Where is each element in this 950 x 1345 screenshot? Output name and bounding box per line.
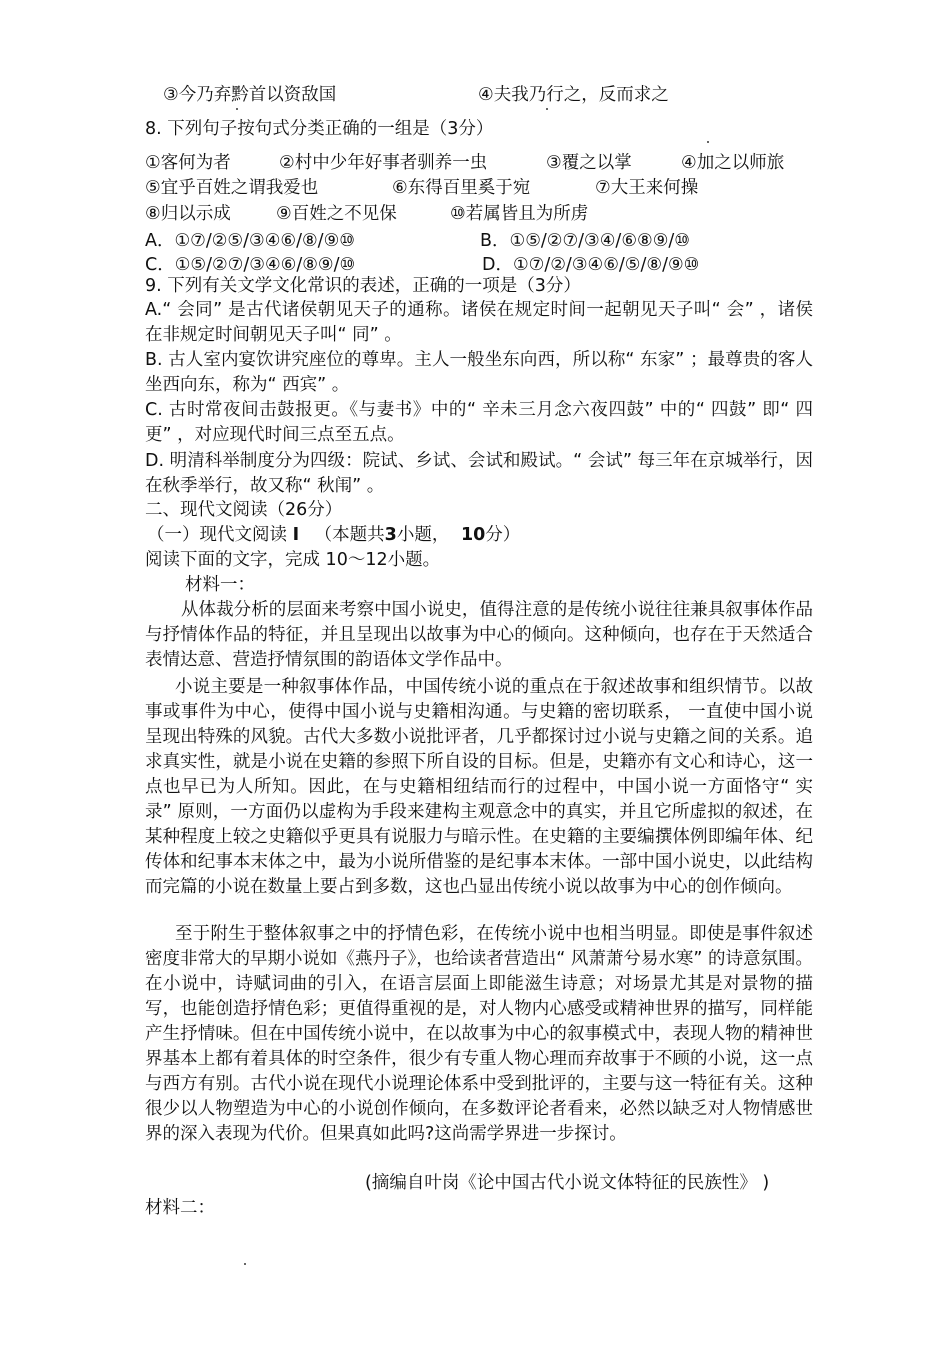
q9-option-c: C. 古时常夜间击鼓报更。《与妻书》中的“ 辛未三月念六夜四鼓” 中的“ 四鼓” 即“ 四更” ，对应现代时间三点至五点。 xyxy=(145,400,813,445)
q8-item: ⑧归以示成 xyxy=(145,204,231,224)
material2-label: 材料二： xyxy=(145,1198,215,1218)
q8-item: ④加之以师旅 xyxy=(681,153,785,173)
q9-stem: 9. 下列有关文学文化常识的表述，正确的一项是（3分） xyxy=(145,276,581,296)
q8-option-c: C．①⑤/②⑦/③④⑥/⑧⑨/⑩ xyxy=(145,255,356,275)
subsection-points: 10 xyxy=(460,525,486,545)
q9-option-d: D. 明清科举制度分为四级：院试、乡试、会试和殿试。“ 会试” 每三年在京城举行，因在秋季举行，故又称“ 秋闱” 。 xyxy=(145,451,813,496)
section-title: 二、现代文阅读（26分） xyxy=(145,500,343,520)
source-citation: (摘编自叶岗《论中国古代小说文体特征的民族性》 ) xyxy=(365,1173,770,1193)
subsection-prefix: （一）现代文阅读 xyxy=(147,525,287,545)
material1-paragraph-1: 从体裁分析的层面来考察中国小说史，值得注意的是传统小说往往兼具叙事体作品与抒情体作品的特征，并且呈现出以故事为中心的倾向。这种倾向，也存在于天然适合表情达意、营造抒情氛围的韵语体文学作品中。 xyxy=(145,600,813,670)
q8-item: ⑨百姓之不见保 xyxy=(276,204,397,224)
stray-mark xyxy=(707,141,709,143)
q9-option-a: A.“ 会同” 是古代诸侯朝见天子的通称。诸侯在规定时间一起朝见天子叫“ 会” ，诸侯在非规定时间朝见天子叫“ 同” 。 xyxy=(145,300,813,345)
stray-mark xyxy=(236,108,238,110)
material1-paragraph-3: 至于附生于整体叙事之中的抒情色彩，在传统小说中也相当明显。即使是事件叙述密度非常大的早期小说如《燕丹子》，也给读者营造出“ 风萧萧兮易水寒” 的诗意氛围。在小说中，诗赋词曲的引入，在语言层面上即能滋生诗意；对场景尤其是对景物的描写，也能创造抒情色彩；更值得重视的是，对人物内心感受或精神世界的描写，同样能产生抒情味。但在中国传统小说中，在以故事为中心的叙事模式中，表现人物的精神世界基本上都有着具体的时空条件，很少有专重人物心理而弃故事于不顾的小说，这一点与西方有别。古代小说在现代小说理论体系中受到批评的，主要与这一特征有关。这种很少以人物塑造为中心的小说创作倾向，在多数评论者看来，必然以缺乏对人物情感世界的深入表现为代价。但果真如此吗?这尚需学界进一步探讨。 xyxy=(145,924,814,1144)
q8-option-d: D．①⑦/②/③④⑥/⑤/⑧/⑨⑩ xyxy=(482,255,700,275)
q7-item-3: ③今乃弃黔首以资敌国 xyxy=(163,85,337,105)
stray-mark xyxy=(546,108,548,110)
q8-item: ①客何为者 xyxy=(145,153,231,173)
instruction: 阅读下面的文字，完成 10～12小题。 xyxy=(145,550,441,570)
q8-item: ③覆之以掌 xyxy=(546,153,632,173)
subsection-text: （本题共 xyxy=(314,525,385,545)
q8-item: ⑩若属皆且为所虏 xyxy=(450,204,589,224)
subsection-numeral: Ⅰ xyxy=(292,525,300,545)
q8-item: ⑤宜乎百姓之谓我爱也 xyxy=(145,178,319,198)
subsection-text: 分） xyxy=(485,525,521,545)
q8-item: ⑦大王来何操 xyxy=(595,178,699,198)
q8-item: ⑥东得百里奚于宛 xyxy=(392,178,531,198)
material1-paragraph-2: 小说主要是一种叙事体作品，中国传统小说的重点在于叙述故事和组织情节。以故事或事件为中心，使得中国小说与史籍相沟通。与史籍的密切联系， 一直使中国小说呈现出特殊的风貌。古代大多数小说批评者，几乎都探讨过小说与史籍之间的关系。追求真实性，就是小说在史籍的参照下所自设的目标。但是，史籍亦有文心和诗心，这一点也早已为人所知。因此，在与史籍相纽结而行的过程中，中国小说一方面恪守“ 实录” 原则，一方面仍以虚构为手段来建构主观意念中的真实，并且它所虚拟的叙述，在某种程度上较之史籍似乎更具有说服力与暗示性。在史籍的主要编撰体例即编年体、纪传体和纪事本末体之中，最为小说所借鉴的是纪事本末体。一部中国小说史，以此结构而完篇的小说在数量上要占到多数，这也凸显出传统小说以故事为中心的创作倾向。 xyxy=(145,677,813,897)
q8-item: ②村中少年好事者驯养一虫 xyxy=(279,153,488,173)
q8-option-a: A．①⑦/②⑤/③④⑥/⑧/⑨⑩ xyxy=(145,231,355,251)
stray-mark xyxy=(244,1263,246,1265)
q8-option-b: B．①⑤/②⑦/③④/⑥⑧⑨/⑩ xyxy=(480,231,690,251)
subsection-title xyxy=(147,523,520,548)
subsection-count: 3 xyxy=(384,525,397,545)
material1-label: 材料一： xyxy=(185,575,255,595)
subsection-text: 小题， xyxy=(396,525,450,545)
q8-stem: 8. 下列句子按句式分类正确的一组是（3分） xyxy=(145,119,494,139)
q7-item-4: ④夫我乃行之，反而求之 xyxy=(478,85,669,105)
q9-option-b: B. 古人室内宴饮讲究座位的尊卑。主人一般坐东向西，所以称“ 东家” ；最尊贵的客人坐西向东，称为“ 西宾” 。 xyxy=(145,350,813,395)
